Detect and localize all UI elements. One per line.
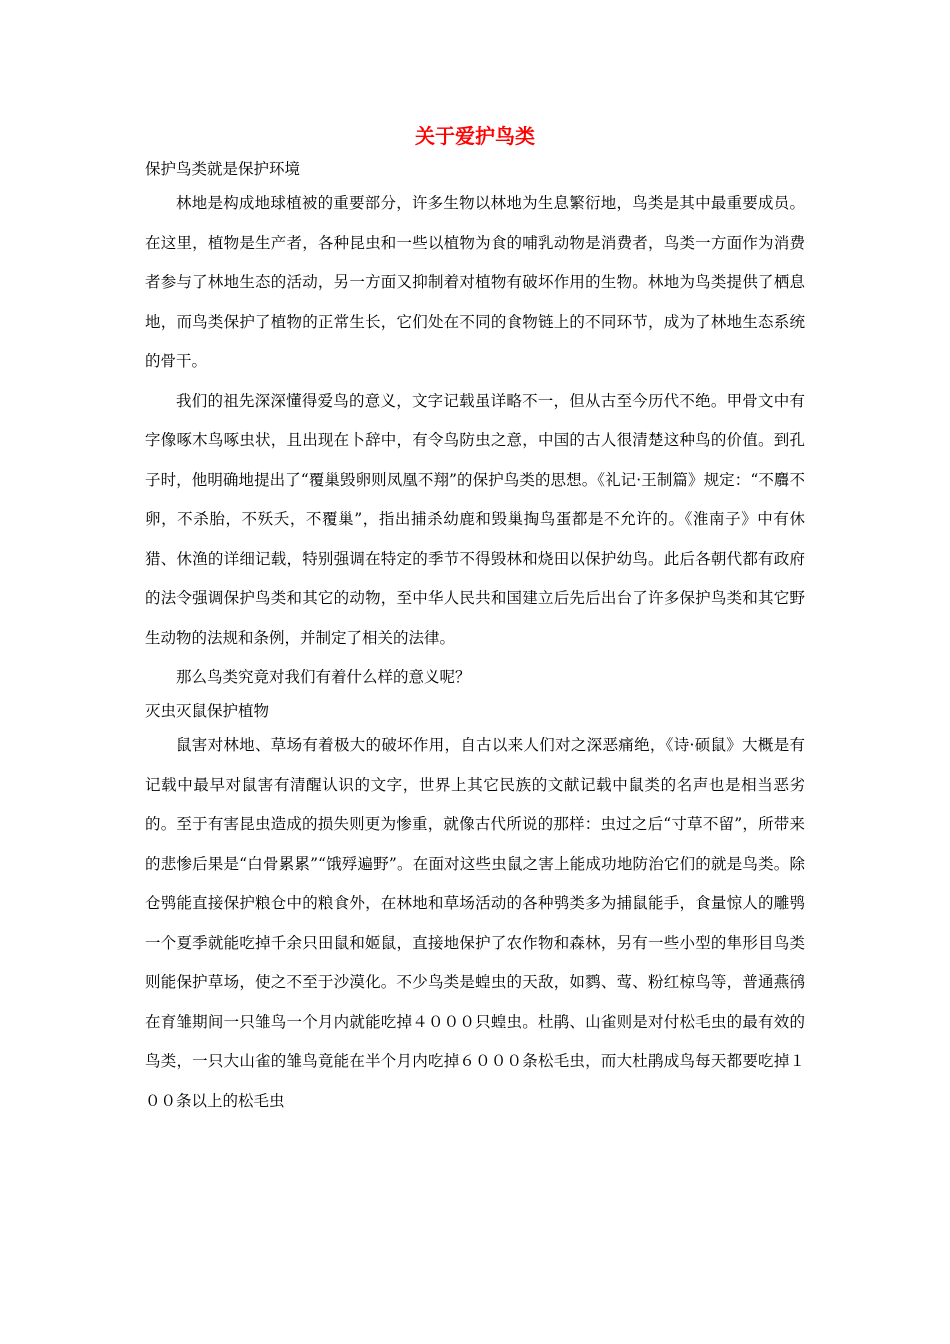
- document-title: 关于爱护鸟类: [415, 124, 535, 148]
- paragraph-rodent-insect-damage: 鼠害对林地、草场有着极大的破坏作用，自古以来人们对之深恶痛绝，《诗·硕鼠》大概是有记载中最早对鼠害有清醒认识的文字，世界上其它民族的文献记载中鼠类的名声也是相当恶劣的。至于有害昆虫造成的损失则更为惨重，就像古代所说的那样：虫过之后“寸草不留”，所带来的悲惨后果是“白骨累累”“饿殍遍野”。在面对这些虫鼠之害上能成功地防治它们的就是鸟类。除仓鸮能直接保护粮仓中的粮食外，在林地和草场活动的各种鸮类多为捕鼠能手，食量惊人的雕鸮一个夏季就能吃掉千余只田鼠和姬鼠，直接地保护了农作物和森林，另有一些小型的隼形目鸟类则能保护草场，使之不至于沙漠化。不少鸟类是蝗虫的天敌，如鹨、莺、粉红椋鸟等，普通燕鸻在育雏期间一只雏鸟一个月内就能吃掉４０００只蝗虫。杜鹃、山雀则是对付松毛虫的最有效的鸟类，一只大山雀的雏鸟竟能在半个月内吃掉６０００条松毛虫，而大杜鹃成鸟每天都要吃掉１００条以上的松毛虫: [145, 736, 805, 1110]
- paragraph-question: 那么鸟类究竟对我们有着什么样的意义呢？: [176, 668, 471, 686]
- section-heading-protect-environment: 保护鸟类就是保护环境: [145, 160, 301, 178]
- paragraph-forest-ecosystem: 林地是构成地球植被的重要部分，许多生物以林地为生息繁衍地，鸟类是其中最重要成员。在这里，植物是生产者，各种昆虫和一些以植物为食的哺乳动物是消费者，鸟类一方面作为消费者参与了林地生态的活动，另一方面又抑制着对植物有破坏作用的生物。林地为鸟类提供了栖息地，而鸟类保护了植物的正常生长，它们处在不同的食物链上的不同环节，成为了林地生态系统的骨干。: [145, 194, 805, 370]
- section-heading-pest-control: 灭虫灭鼠保护植物: [145, 702, 270, 720]
- paragraph-ancestors-history: 我们的祖先深深懂得爱鸟的意义，文字记载虽详略不一，但从古至今历代不绝。甲骨文中有字像啄木鸟啄虫状，且出现在卜辞中，有令鸟防虫之意，中国的古人很清楚这种鸟的价值。到孔子时，他明确地提出了“覆巢毁卵则凤凰不翔”的保护鸟类的思想。《礼记·王制篇》规定：“不麛不卵，不杀胎，不殀夭，不覆巢”，指出捕杀幼鹿和毁巢掏鸟蛋都是不允许的。《淮南子》中有休猎、休渔的详细记载，特别强调在特定的季节不得毁林和烧田以保护幼鸟。此后各朝代都有政府的法令强调保护鸟类和其它的动物，至中华人民共和国建立后先后出台了许多保护鸟类和其它野生动物的法规和条例，并制定了相关的法律。: [145, 391, 805, 647]
- document-page: [145, 118, 805, 1121]
